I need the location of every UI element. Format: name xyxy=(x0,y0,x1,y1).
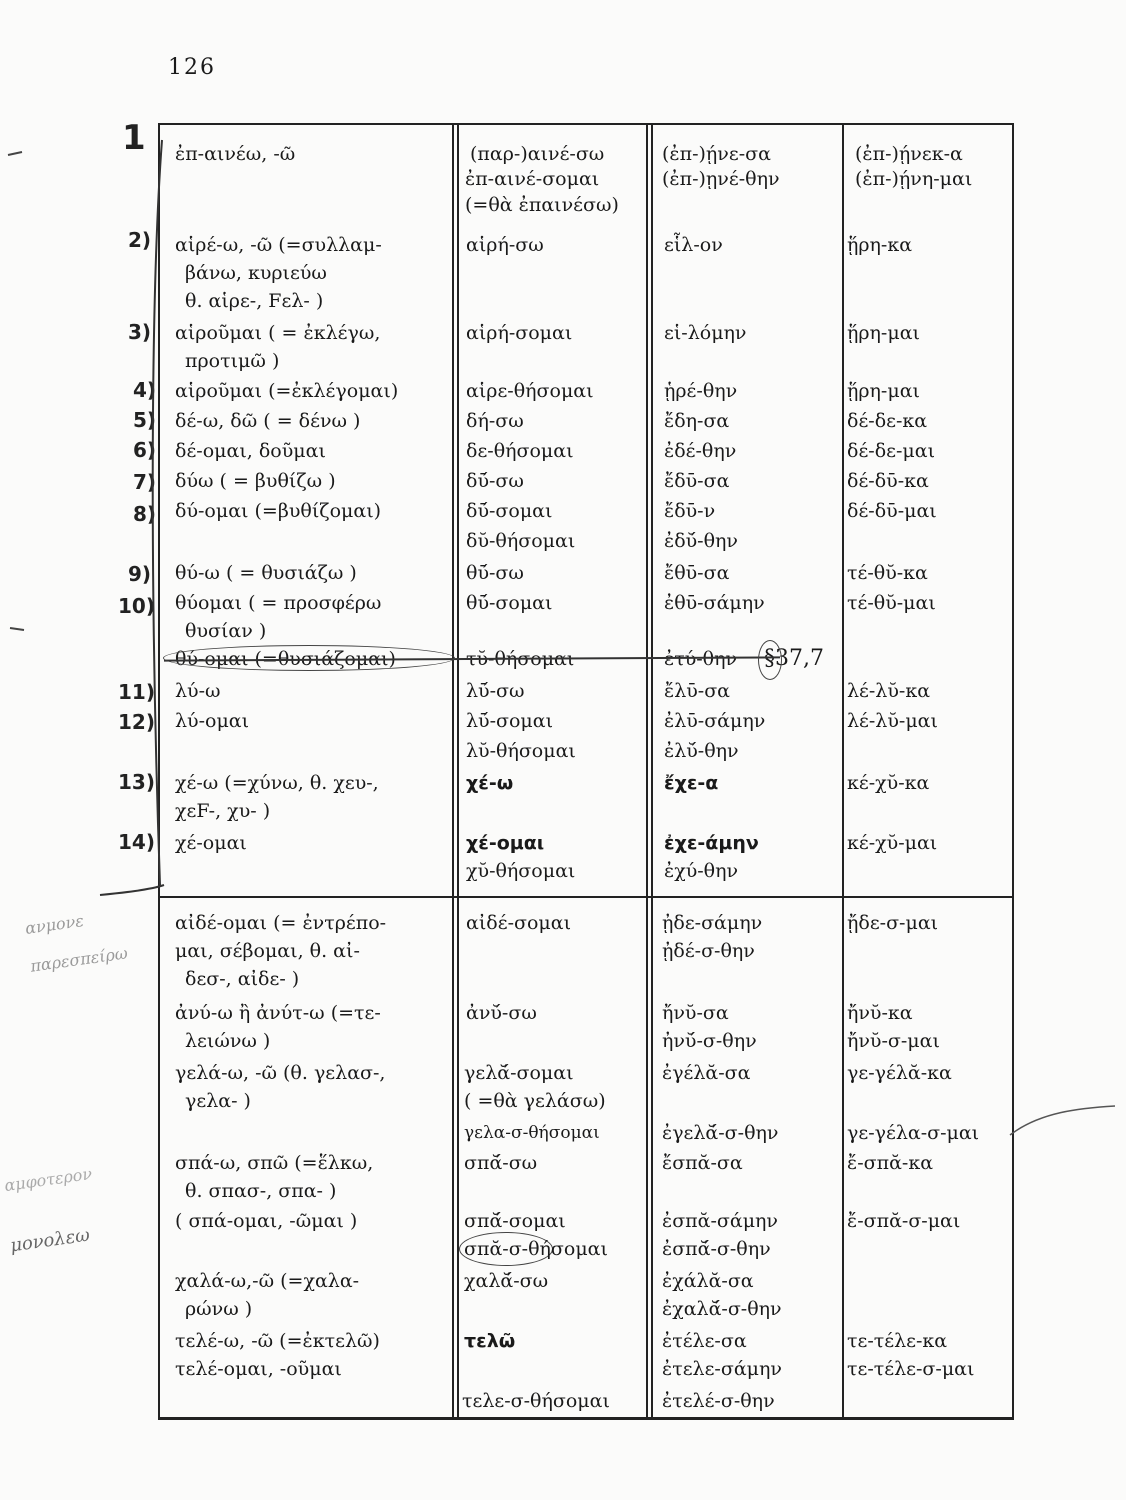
margin-number: 10) xyxy=(118,594,155,618)
verb-future: δή-σω xyxy=(466,410,524,432)
verb-future: ἀνῠ́-σω xyxy=(466,1002,537,1024)
annotation-oval xyxy=(758,640,782,680)
verb-aorist: ἐδέ-θην xyxy=(664,440,737,462)
verb-aorist: ᾐδε-σάμην xyxy=(662,912,763,934)
verb-aorist: ἐχάλᾰ-σα xyxy=(662,1270,754,1292)
verb-aorist: ἐτελε-σάμην xyxy=(662,1358,782,1380)
verb-aorist: ἐγέλᾰ-σα xyxy=(662,1062,751,1084)
verb-future: γελα-σ-θήσομαι xyxy=(464,1123,600,1143)
verb-future: δε-θήσομαι xyxy=(466,440,574,462)
verb-present: μαι, σέβομαι, θ. αἰ- xyxy=(175,940,360,962)
verb-perfect: κέ-χῠ-μαι xyxy=(847,832,938,854)
margin-note: μονολεω xyxy=(8,1224,92,1257)
verb-perfect: τε-τέλε-κα xyxy=(847,1330,948,1352)
verb-future: (=θὰ ἐπαινέσω) xyxy=(465,194,619,216)
verb-present: χαλά-ω,-ῶ (=χαλα- xyxy=(175,1270,360,1292)
margin-number: 14) xyxy=(118,830,155,854)
verb-present: θ. αἱρε-, Fελ- ) xyxy=(185,290,324,312)
verb-perfect: ᾕρη-μαι xyxy=(847,322,920,344)
margin-number: 3) xyxy=(128,320,152,344)
verb-present: δύω ( = βυθίζω ) xyxy=(175,470,336,492)
verb-aorist: ᾐδέ-σ-θην xyxy=(662,940,755,962)
verb-future: αἱρή-σω xyxy=(466,234,544,256)
annotation-oval xyxy=(163,645,455,671)
verb-future: αἰδέ-σομαι xyxy=(466,912,572,934)
verb-perfect: ᾕρη-κα xyxy=(847,234,913,256)
verb-aorist: ἐλῠ́-θην xyxy=(664,740,739,762)
margin-number: 7) xyxy=(133,470,157,494)
verb-aorist: ἐσπᾰ́-σ-θην xyxy=(662,1238,771,1260)
verb-aorist: ἐτελέ-σ-θην xyxy=(662,1390,775,1412)
margin-number: 13) xyxy=(118,770,155,794)
verb-perfect: τέ-θῠ-μαι xyxy=(847,592,936,614)
verb-future: δῡ́-σω xyxy=(466,470,524,492)
margin-number: 9) xyxy=(128,562,152,586)
verb-perfect: τε-τέλε-σ-μαι xyxy=(847,1358,975,1380)
verb-present: αἱροῦμαι ( = ἐκλέγω, xyxy=(175,322,381,344)
verb-present: γελα- ) xyxy=(185,1090,251,1112)
verb-future-struck: τῠ-θήσομαι xyxy=(466,648,575,670)
verb-perfect: κέ-χῠ-κα xyxy=(847,772,930,794)
verb-present: γελά-ω, -ῶ (θ. γελασ-, xyxy=(175,1062,386,1084)
verb-aorist: ἐλῡ-σάμην xyxy=(664,710,766,732)
verb-perfect: δέ-δε-μαι xyxy=(847,440,936,462)
verb-perfect: λέ-λῠ-κα xyxy=(847,680,931,702)
margin-number: 4) xyxy=(133,378,157,402)
verb-present: χεF-, χυ- ) xyxy=(175,800,271,822)
margin-number: 2) xyxy=(128,228,152,252)
verb-perfect: ἤνῠ-σ-μαι xyxy=(847,1030,940,1052)
verb-future: λῡ́-σω xyxy=(466,680,525,702)
verb-aorist: εἱ-λόμην xyxy=(664,322,747,344)
margin-note: αμφοτερον xyxy=(3,1163,94,1196)
verb-perfect: ἔ-σπᾰ-κα xyxy=(847,1152,934,1174)
verb-aorist: ἔδῡ-σα xyxy=(664,470,730,492)
verb-perfect: ᾕρη-μαι xyxy=(847,380,920,402)
verb-future: λῠ-θήσομαι xyxy=(466,740,576,762)
section-reference: §37,7 xyxy=(764,646,824,671)
verb-aorist: ἐδῠ́-θην xyxy=(664,530,738,552)
verb-perfect: γε-γέλᾰ-κα xyxy=(847,1062,952,1084)
verb-present: τελέ-ομαι, -οῦμαι xyxy=(175,1358,342,1380)
verb-future: τελῶ xyxy=(464,1330,516,1352)
verb-future: αἱρε-θήσομαι xyxy=(466,380,594,402)
verb-future: χῠ-θήσομαι xyxy=(466,860,576,882)
verb-aorist: ἐχύ-θην xyxy=(664,860,739,882)
verb-present: δέ-ομαι, δοῦμαι xyxy=(175,440,326,462)
verb-perfect: (ἐπ-)ῄνη-μαι xyxy=(855,168,973,190)
verb-present: θυσίαν ) xyxy=(185,620,267,642)
verb-present: αἰδέ-ομαι (= ἐντρέπο- xyxy=(175,912,387,934)
verb-present: δέ-ω, δῶ ( = δένω ) xyxy=(175,410,361,432)
verb-present: αἱροῦμαι (=ἐκλέγομαι) xyxy=(175,380,399,402)
verb-present: χέ-ομαι xyxy=(175,832,247,854)
verb-aorist: (ἐπ-)ῃνέ-θην xyxy=(662,168,780,190)
verb-present: τελέ-ω, -ῶ (=ἐκτελῶ) xyxy=(175,1330,380,1352)
verb-aorist-struck: ἐτύ-θην xyxy=(664,648,738,670)
verb-future: χέ-ομαι xyxy=(466,832,545,854)
verb-present: χέ-ω (=χύνω, θ. χευ-, xyxy=(175,772,379,794)
verb-present: ἀνύ-ω ἢ ἀνύτ-ω (=τε- xyxy=(175,1002,381,1024)
verb-aorist: ἔθῡ-σα xyxy=(664,562,730,584)
verb-present: ρώνω ) xyxy=(185,1298,253,1320)
verb-perfect: δέ-δῡ-μαι xyxy=(847,500,937,522)
verb-aorist: ᾑρέ-θην xyxy=(664,380,738,402)
verb-future: χέ-ω xyxy=(466,772,514,794)
page-number: 126 xyxy=(168,55,216,80)
verb-perfect: τέ-θῠ-κα xyxy=(847,562,928,584)
verb-present: προτιμῶ ) xyxy=(185,350,280,372)
verb-future: σπᾰ́-σω xyxy=(464,1152,538,1174)
verb-future: δῡ́-σομαι xyxy=(466,500,553,522)
verb-future: χαλᾰ́-σω xyxy=(464,1270,549,1292)
verb-present-struck: θύ-ομαι (=θυσιάζομαι) xyxy=(175,648,396,670)
verb-aorist: ἐχαλᾰ́-σ-θην xyxy=(662,1298,782,1320)
margin-note: ανμονε xyxy=(23,910,85,939)
verb-future: ἐπ-αινέ-σομαι xyxy=(465,168,600,190)
verb-present: λειώνω ) xyxy=(185,1030,271,1052)
verb-aorist: ἔχε-α xyxy=(664,772,719,794)
verb-aorist: ἠνῠ́-σ-θην xyxy=(662,1030,757,1052)
margin-number: 1 xyxy=(122,118,146,158)
verb-perfect: ἤνῠ-κα xyxy=(847,1002,913,1024)
verb-perfect: ἔ-σπᾰ-σ-μαι xyxy=(847,1210,961,1232)
margin-number: 11) xyxy=(118,680,155,704)
verb-present: δεσ-, αἰδε- ) xyxy=(185,968,300,990)
verb-aorist: ἐσπᾰ-σάμην xyxy=(662,1210,778,1232)
verb-aorist: ἔσπᾰ-σα xyxy=(662,1152,743,1174)
verb-present: λύ-ομαι xyxy=(175,710,250,732)
verb-aorist: (ἐπ-)ῄνε-σα xyxy=(662,143,771,165)
verb-future: ( =θὰ γελάσω) xyxy=(464,1090,606,1112)
verb-present: θύ-ω ( = θυσιάζω ) xyxy=(175,562,357,584)
verb-present: σπά-ω, σπῶ (=ἕλκω, xyxy=(175,1152,374,1174)
verb-aorist: ἔδῡ-ν xyxy=(664,500,716,522)
verb-perfect: γε-γέλα-σ-μαι xyxy=(847,1122,980,1144)
verb-present: λύ-ω xyxy=(175,680,221,702)
verb-future: θῡ́-σομαι xyxy=(466,592,553,614)
verb-aorist: ἐτέλε-σα xyxy=(662,1330,747,1352)
margin-number: 5) xyxy=(133,408,157,432)
verb-perfect: δέ-δε-κα xyxy=(847,410,928,432)
verb-perfect: δέ-δῡ-κα xyxy=(847,470,929,492)
verb-future: γελᾰ́-σομαι xyxy=(464,1062,574,1084)
verb-present: βάνω, κυριεύω xyxy=(185,262,327,284)
verb-present: θύομαι ( = προσφέρω xyxy=(175,592,382,614)
verb-future: σπᾰ́-σομαι xyxy=(464,1210,566,1232)
verb-present: ἐπ-αινέω, -ῶ xyxy=(175,143,296,165)
verb-future: δῠ-θήσομαι xyxy=(466,530,576,552)
verb-aorist: ἔδη-σα xyxy=(664,410,730,432)
margin-note: παρεσπείρω xyxy=(29,943,129,976)
verb-aorist: ἔλῡ-σα xyxy=(664,680,731,702)
verb-future: λῡ́-σομαι xyxy=(466,710,554,732)
verb-aorist: ἐχε-άμην xyxy=(664,832,759,854)
margin-number: 6) xyxy=(133,438,157,462)
verb-aorist: ἐθῡ-σάμην xyxy=(664,592,765,614)
verb-future: θῡ́-σω xyxy=(466,562,524,584)
verb-future: (παρ-)αινέ-σω xyxy=(470,143,605,165)
verb-perfect: ᾔδε-σ-μαι xyxy=(847,912,939,934)
verb-aorist: εἷλ-ον xyxy=(664,234,723,256)
verb-aorist: ἤνῠ-σα xyxy=(662,1002,729,1024)
verb-aorist: ἐγελᾰ́-σ-θην xyxy=(662,1122,779,1144)
verb-future: τελε-σ-θήσομαι xyxy=(462,1390,610,1412)
verb-present: αἱρέ-ω, -ῶ (=συλλαμ- xyxy=(175,234,382,256)
verb-perfect: (ἐπ-)ῄνεκ-α xyxy=(855,143,963,165)
verb-present: δύ-ομαι (=βυθίζομαι) xyxy=(175,500,382,522)
margin-number: 8) xyxy=(133,502,157,526)
margin-number: 12) xyxy=(118,710,155,734)
verb-present: θ. σπασ-, σπα- ) xyxy=(185,1180,337,1202)
verb-future: σπᾰ-σ-θήσομαι xyxy=(464,1238,608,1260)
verb-future: αἱρή-σομαι xyxy=(466,322,573,344)
verb-present: ( σπά-ομαι, -ῶμαι ) xyxy=(175,1210,358,1232)
verb-perfect: λέ-λῠ-μαι xyxy=(847,710,938,732)
